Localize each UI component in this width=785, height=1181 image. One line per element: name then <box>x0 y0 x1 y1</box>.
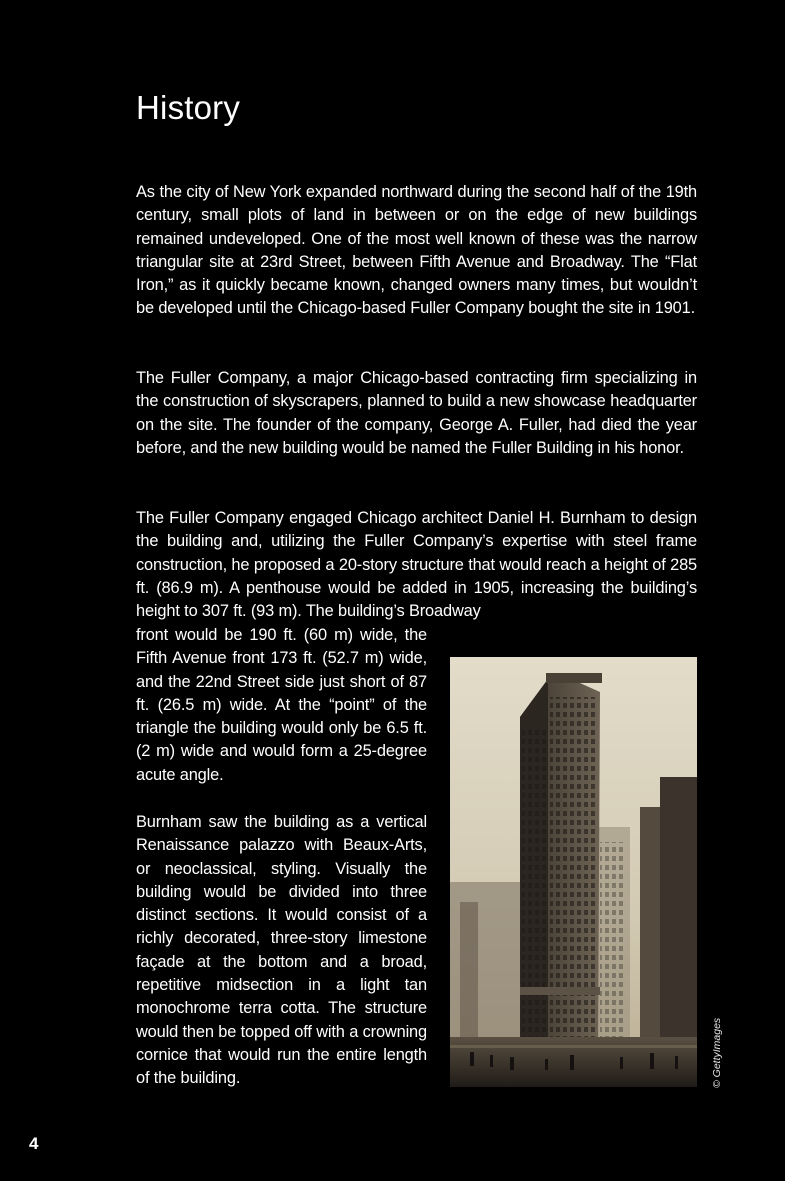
paragraph-intro: As the city of New York expanded northward during the second half of the 19th century, small plots of land in between or on the edge of new buildings remained undeveloped. One of the most well known of these was the narrow triangular site at 23rd Street, between Fifth Avenue and Broadway. The “Flat Iron,” as it quickly became known, changed owners many times, but wouldn’t be developed until the Chicago-based Fuller Company bought the site in 1901. <box>136 183 697 318</box>
paragraph-burnham-design: The Fuller Company engaged Chicago architect Daniel H. Burnham to design the building and, utilizing the Fuller Company’s expertise with steel frame construction, he proposed a 20-story structure that would reach a height of 285 ft. (86.9 m). A penthouse would be added in 1905, increasing the building’s height to 307 ft. (93 m). The building’s Broadway <box>136 509 697 621</box>
photo-credit: © GettyImages <box>711 1017 723 1088</box>
flatiron-building-photo <box>450 657 697 1087</box>
paragraph-palazzo-styling: Burnham saw the building as a vertical Renaissance palazzo with Beaux-Arts, or neoclassical, styling. Visually the building would be divided into three distinct sections. It would consist of a richly decorated, three-story limestone façade at the bottom and a broad, repetitive midsection in a light tan monochrome terra cotta. The structure would then be topped off with a crowning cornice that would run the entire length of the building. <box>136 813 427 1088</box>
page-number: 4 <box>29 1134 39 1153</box>
page-title: History <box>136 89 241 126</box>
paragraph-fuller-company: The Fuller Company, a major Chicago-based contracting firm specializing in the construction of skyscrapers, planned to build a new showcase headquarter on the site. The founder of the company, George A. Fuller, had died the year before, and the new building would be named the Fuller Building in his honor. <box>136 369 697 457</box>
paragraph-dimensions: front would be 190 ft. (60 m) wide, the Fifth Avenue front 173 ft. (52.7 m) wide, and the 22nd Street side just short of 87 ft. (26.5 m) wide. At the “point” of the triangle the building would only be 6.5 ft. (2 m) wide and would form a 25-degree acute angle. <box>136 626 427 784</box>
